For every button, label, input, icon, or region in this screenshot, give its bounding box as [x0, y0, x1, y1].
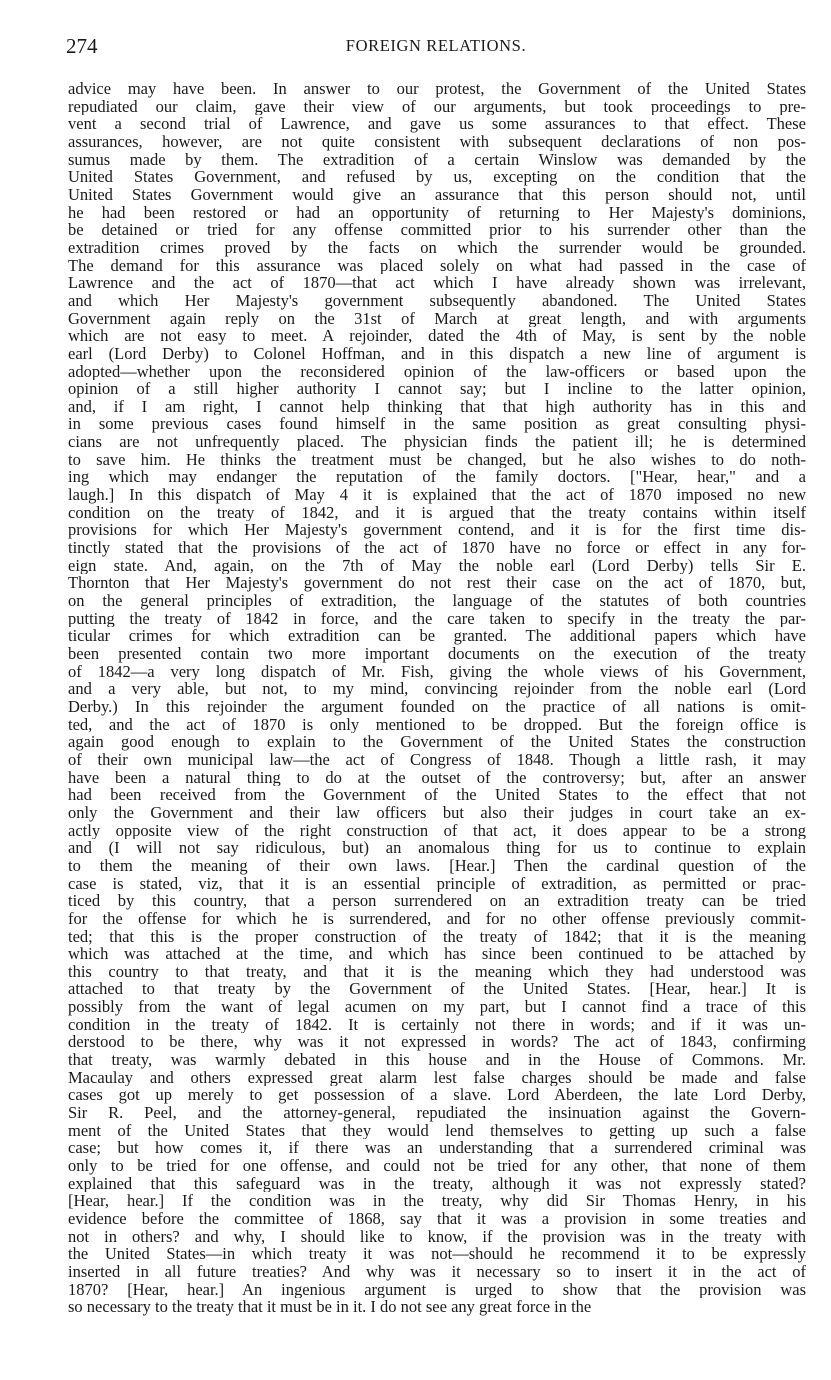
text-line: case; but how comes it, if there was an understanding that a surrendered criminal was — [68, 1139, 806, 1158]
text-line: opinion of a still higher authority I cannot say; but I incline to the latter opinion, — [68, 380, 806, 398]
text-line: and a very able, but not, to my mind, convincing rejoinder from the noble earl (Lord — [68, 680, 806, 698]
text-line: for the offense for which he is surrendered, and for no other offense previously commit- — [68, 909, 806, 928]
body-text — [68, 80, 806, 1316]
text-line: advice may have been. In answer to our protest, the Government of the United States — [68, 80, 806, 98]
text-line: condition on the treaty of 1842, and it is argued that the treaty contains within itself — [68, 503, 806, 522]
text-line: provisions for which Her Majesty's government contend, and it is for the first time dis- — [68, 521, 806, 540]
page-header-title: FOREIGN RELATIONS. — [345, 36, 527, 55]
text-line: sumus made by them. The extradition of a certain Winslow was demanded by the — [68, 150, 806, 169]
text-line: ing which may endanger the reputation of the family doctors. ["Hear, hear," and a — [68, 468, 806, 487]
text-line: and, if I am right, I cannot help thinking that that high authority has in this and — [68, 397, 806, 416]
text-line: extradition crimes proved by the facts on which the surrender would be grounded. — [68, 238, 806, 257]
text-line: that treaty, was warmly debated in this house and in the House of Commons. Mr. — [68, 1051, 806, 1069]
text-line: cians are not unfrequently placed. The physician finds the patient ill; he is determined — [68, 433, 806, 451]
text-line: he had been restored or had an opportunity of returning to Her Majesty's dominions, — [68, 203, 806, 222]
text-line: laugh.] In this dispatch of May 4 it is explained that the act of 1870 imposed no new — [68, 486, 806, 504]
text-line: Derby.) In this rejoinder the argument founded on the practice of all nations is omit- — [68, 697, 806, 716]
text-line: [Hear, hear.] If the condition was in the treaty, why did Sir Thomas Henry, in his — [68, 1192, 806, 1210]
text-line: not in others? and why, I should like to know, if the provision was in the treaty with — [68, 1227, 806, 1246]
text-line: actly opposite view of the right construction of that act, it does appear to be a strong — [68, 821, 806, 840]
text-line: be detained or tried for any offense committed prior to his surrender other than the — [68, 221, 806, 239]
text-line: have been a natural thing to do at the outset of the controversy; but, after an answer — [68, 768, 806, 787]
text-line: explained that this safeguard was in the treaty, although it was not expressly stated? — [68, 1174, 806, 1193]
text-line: Thornton that Her Majesty's government do not rest their case on the act of 1870, but, — [68, 574, 806, 593]
text-line: repudiated our claim, gave their view of our arguments, but took proceedings to pre- — [68, 97, 806, 116]
text-line: which was attached at the time, and which has since been continued to be attached by — [68, 945, 806, 963]
text-line: eign state. And, again, on the 7th of May the noble earl (Lord Derby) tells Sir E. — [68, 556, 806, 575]
text-line: vent a second trial of Lawrence, and gave us some assurances to that effect. These — [68, 115, 806, 133]
page-number: 274 — [66, 34, 98, 58]
text-line: been presented contain two more important documents on the execution of the treaty — [68, 645, 806, 663]
text-line: ted, and the act of 1870 is only mentioned to be dropped. But the foreign office is — [68, 715, 806, 734]
text-line: derstood to be there, why was it not expressed in words? The act of 1843, confirming — [68, 1033, 806, 1052]
text-line: to save him. He thinks the treatment must be changed, but he also wishes to do noth- — [68, 450, 806, 469]
text-line: Lawrence and the act of 1870—that act which I have already shown was irrelevant, — [68, 274, 806, 292]
text-line: and which Her Majesty's government subsequently abandoned. The United States — [68, 291, 806, 310]
text-line: ment of the United States that they would lend themselves to getting up such a false — [68, 1121, 806, 1140]
text-line: possibly from the want of legal acumen on my part, but I cannot find a trace of this — [68, 998, 806, 1016]
text-line: ticular crimes for which extradition can be granted. The additional papers which have — [68, 627, 806, 645]
text-line: cases got up merely to get possession of a slave. Lord Aberdeen, the late Lord Derby, — [68, 1086, 806, 1105]
text-line: case is stated, viz, that it is an essential principle of extradition, as permitted or prac- — [68, 874, 806, 893]
text-line: to them the meaning of their own laws. [Hear.] Then the cardinal question of the — [68, 856, 806, 875]
text-line: so necessary to the treaty that it must be in it. I do not see any great force in the — [68, 1298, 592, 1316]
text-line: condition in the treaty of 1842. It is certainly not there in words; and if it was un- — [68, 1015, 806, 1034]
text-line: United States Government, and refused by us, excepting on the condition that the — [68, 168, 806, 186]
text-line: only to be tried for one offense, and could not be tried for any other, that none of them — [68, 1157, 806, 1175]
text-line: 1870? [Hear, hear.] An ingenious argument is urged to show that the provision was — [68, 1280, 806, 1299]
text-line: evidence before the committee of 1868, say that it was a provision in some treaties and — [68, 1210, 806, 1228]
text-line: attached to that treaty by the Government of the United States. [Hear, hear.] It is — [68, 980, 806, 999]
text-line: had been received from the Government of the United States to the effect that not — [68, 786, 806, 804]
text-line: earl (Lord Derby) to Colonel Hoffman, and in this dispatch a new line of argument is — [68, 344, 806, 363]
text-line: inserted in all future treaties? And why was it necessary so to insert it in the act of — [68, 1262, 806, 1281]
text-line: only the Government and their law officers but also their judges in court take an ex- — [68, 803, 806, 822]
text-line: Macaulay and others expressed great alarm lest false charges should be made and false — [68, 1068, 806, 1087]
running-head — [66, 34, 806, 58]
text-line: The demand for this assurance was placed solely on what had passed in the case of — [68, 256, 806, 275]
text-line: and (I will not say ridiculous, but) an anomalous thing for us to continue to explain — [68, 839, 806, 857]
text-line: this country to that treaty, and that it is the meaning which they had understood was — [68, 962, 806, 981]
text-line: United States Government would give an assurance that this person should not, until — [68, 185, 806, 204]
text-line: putting the treaty of 1842 in force, and the care taken to specify in the treaty the par- — [68, 609, 806, 628]
text-line: again good enough to explain to the Government of the United States the construction — [68, 733, 806, 751]
text-line: Government again reply on the 31st of March at great length, and with arguments — [68, 309, 806, 328]
text-line: which are not easy to meet. A rejoinder, dated the 4th of May, is sent by the noble — [68, 327, 806, 345]
text-line: adopted—whether upon the reconsidered opinion of the law-officers or based upon the — [68, 362, 806, 381]
text-line: in some previous cases found himself in the same position as great consulting physi- — [68, 415, 806, 434]
text-line: of their own municipal law—the act of Congress of 1848. Though a little rash, it may — [68, 750, 806, 769]
text-line: ticed by this country, that a person surrendered on an extradition treaty can be tried — [68, 892, 806, 910]
text-line: on the general principles of extradition, the language of the statutes of both countries — [68, 592, 806, 610]
text-line: of 1842—a very long dispatch of Mr. Fish, giving the whole views of his Government, — [68, 662, 806, 681]
text-line: assurances, however, are not quite consistent with subsequent declarations of non pos- — [68, 132, 806, 151]
text-line: ted; that this is the proper construction of the treaty of 1842; that it is the meaning — [68, 927, 806, 946]
text-line: tinctly stated that the provisions of the act of 1870 have no force or effect in any for- — [68, 539, 806, 557]
text-line: the United States—in which treaty it was not—should he recommend it to be expressly — [68, 1245, 806, 1263]
text-line: Sir R. Peel, and the attorney-general, repudiated the insinuation against the Govern- — [68, 1104, 806, 1122]
